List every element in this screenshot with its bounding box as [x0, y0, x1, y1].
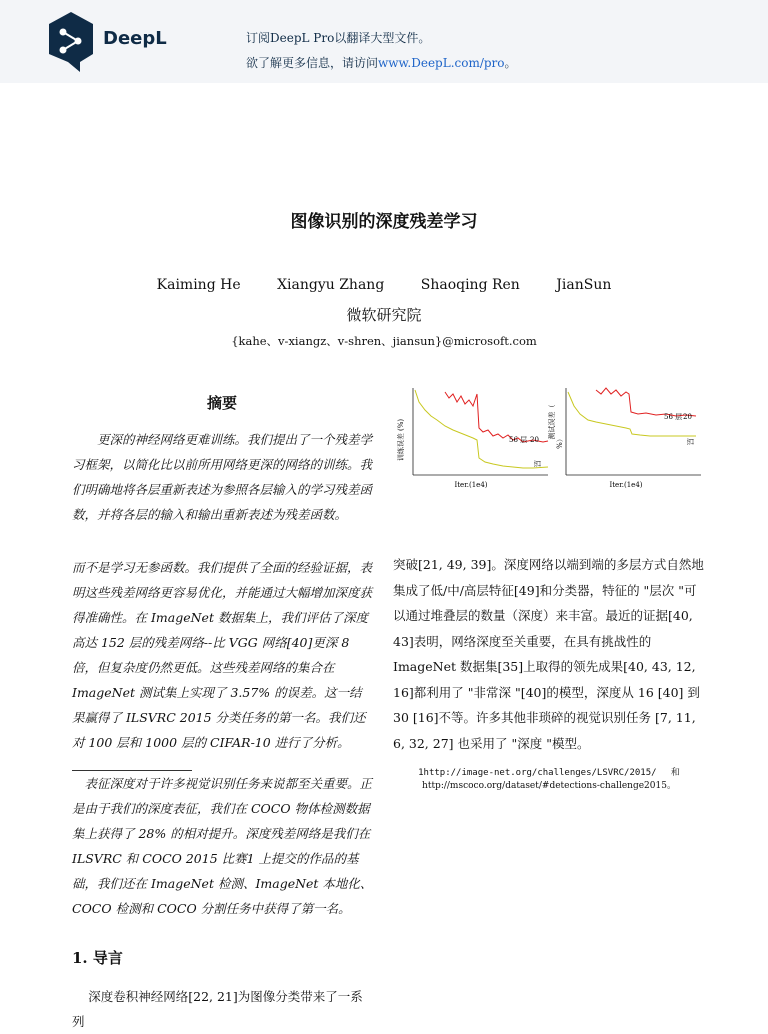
series-line-56-layer: [445, 392, 548, 442]
footnote-urls: [393, 767, 705, 793]
test-error-chart: [546, 380, 706, 495]
author-name: Kaiming He: [156, 277, 241, 293]
deepl-logo-icon[interactable]: [46, 10, 96, 74]
footnote-url-line-1: [393, 767, 705, 780]
deepl-banner: [0, 0, 768, 83]
series-line-20-layer: [415, 390, 548, 468]
mscoco-url[interactable]: http://mscoco.org/dataset/#detections-challenge2015。: [422, 781, 676, 791]
section-heading-introduction: 1. 导言: [72, 949, 123, 967]
promo-line-2-suffix: 。: [504, 56, 517, 70]
x-axis-label: Iter.(1e4): [609, 481, 643, 489]
url-conjunction: 和: [670, 768, 680, 778]
abstract-heading: 摘要: [206, 394, 237, 412]
author-name: JianSun: [556, 277, 612, 293]
affiliation: 微软研究院: [346, 306, 422, 324]
promo-line-2: [246, 54, 517, 71]
series-label-56: 56 层: [664, 413, 683, 421]
series-label-ceng: 层: [533, 460, 541, 467]
author-emails: {kahe、v-xiangz、v-shren、jiansun}@microsoft.com: [231, 334, 537, 348]
x-axis-label: Iter.(1e4): [454, 481, 488, 489]
promo-line-1: 订阅DeepL Pro以翻译大型文件。: [246, 31, 431, 45]
abstract-paragraph-3: 表征深度对于许多视觉识别任务来说都至关重要。正是由于我们的深度表征，我们在 COCO 物体检测数据集上获得了 28% 的相对提升。深度残差网络是我们在 ILSVRC 和 COCO 2015 比赛1 上提交的作品的基础，我们还在 ImageNet 检测、ImageNet 本地化、COCO 检测和 COCO 分割任务中获得了第一名。: [72, 776, 373, 916]
author-list: [0, 277, 768, 293]
author-name: Shaoqing Ren: [420, 277, 520, 293]
series-label-20: 20: [683, 413, 692, 421]
series-label-20: 20: [530, 436, 539, 444]
abstract-paragraph-1: 更深的神经网络更难训练。我们提出了一个残差学习框架，以简化比以前所用网络更深的网络的训练。我们明确地将各层重新表述为参照各层输入的学习残差函数，并将各层的输入和输出重新表述为残差函数。: [72, 432, 373, 522]
series-label-56: 56 层: [509, 436, 528, 444]
series-label-ceng: 层: [686, 438, 694, 445]
intro-paragraph: 深度卷积神经网络[22, 21]为图像分类带来了一系列: [72, 989, 363, 1029]
right-column-paragraph: 突破[21, 49, 39]。深度网络以端到端的多层方式自然地集成了低/中/高层特征[49]和分类器，特征的 "层次 "可以通过堆叠层的数量（深度）来丰富。最近的证据[40, 43]表明，网络深度至关重要，在具有挑战性的 ImageNet 数据集[35]上取得的领先成果[40, 43, 12, 16]都利用了 "非常深 "[40]的模型，深度从 16 [40] 到 30 [16]不等。许多其他非琐碎的视觉识别任务 [7, 11, 6, 32, 27] 也采用了 "深度 "模型。: [393, 557, 704, 751]
y-axis-label-unit: %）: [556, 435, 564, 449]
training-error-chart: [393, 380, 553, 495]
y-axis-label: 训练误差 (%): [397, 418, 405, 462]
author-name: Xiangyu Zhang: [277, 277, 385, 293]
abstract-paragraph-2: 而不是学习无参函数。我们提供了全面的经验证据，表明这些残差网络更容易优化，并能通过大幅增加深度获得准确性。在 ImageNet 数据集上，我们评估了深度高达 152 层的残差网络--比 VGG 网络[40]更深 8 倍，但复杂度仍然更低。这些残差网络的集合在 ImageNet 测试集上实现了 3.57% 的误差。这一结果赢得了 ILSVRC 2015 分类任务的第一名。我们还对 100 层和 1000 层的 CIFAR-10 进行了分析。: [72, 560, 373, 750]
deepl-logo-text: DeepL: [103, 28, 167, 49]
series-line-56-layer: [596, 388, 696, 416]
deepl-pro-link[interactable]: www.DeepL.com/pro: [378, 56, 505, 70]
y-axis-label: 测试误差（: [548, 404, 556, 440]
promo-line-2-prefix: 欲了解更多信息，请访问: [246, 56, 379, 70]
paper-title: 图像识别的深度残差学习: [290, 212, 478, 232]
imagenet-url[interactable]: 1http://image-net.org/challenges/LSVRC/2015/: [418, 768, 657, 778]
